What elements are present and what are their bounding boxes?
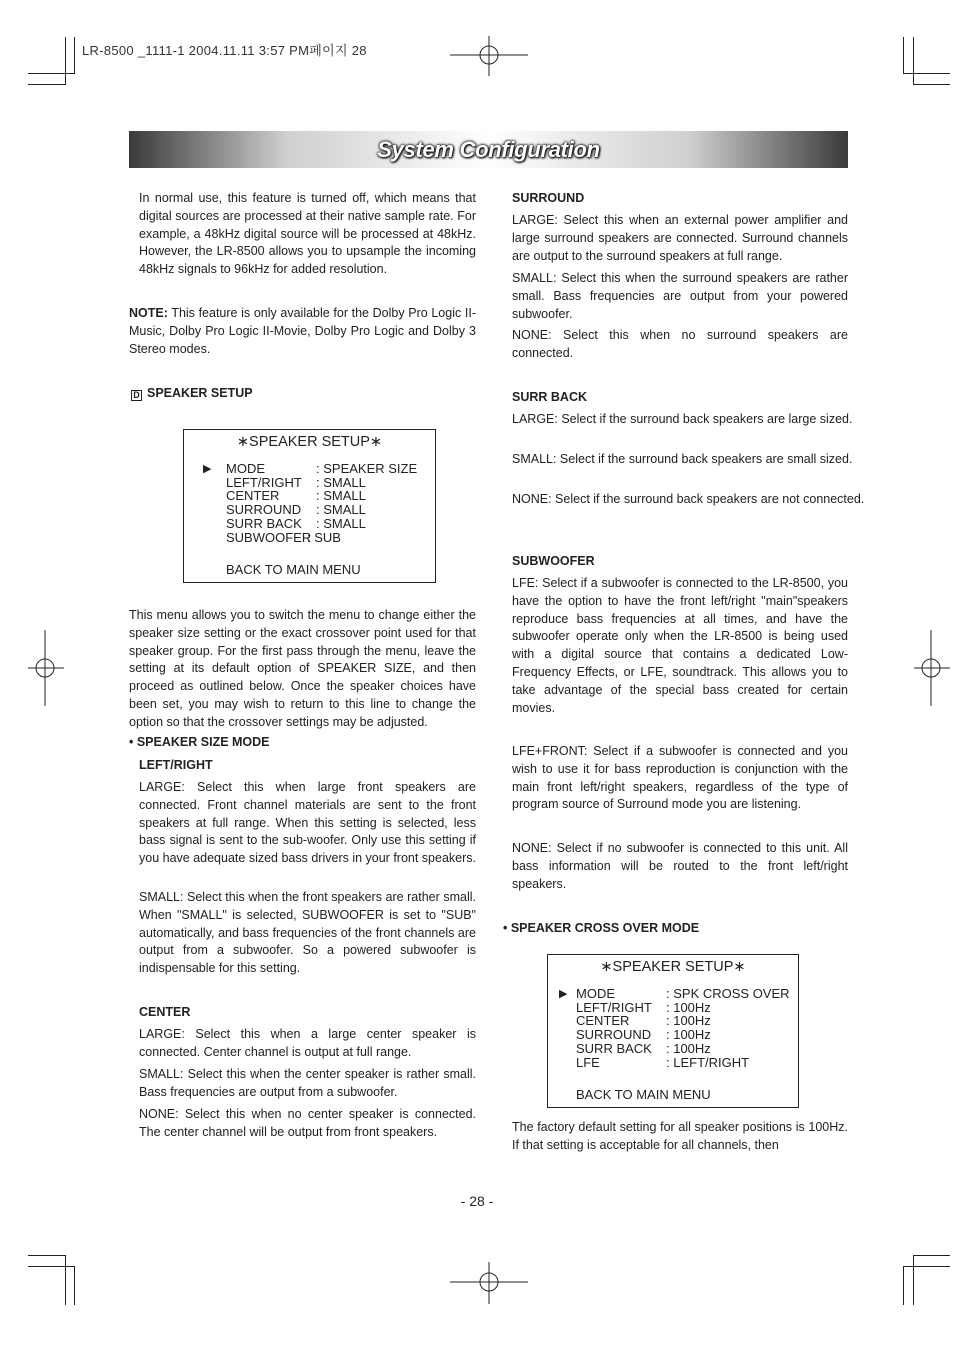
section-title-bar: [129, 131, 848, 168]
menu-cursor-icon: ▶: [559, 988, 568, 1000]
intro-paragraph: In normal use, this feature is turned off, which means that digital sources are processed at their native sample rate. For example, a 48kHz digital source will be processed at 48kHz. However, the LR-8500 allows you to upsample the incoming 48kHz signals to 96kHz for added resolution.: [139, 191, 476, 277]
cross-over-mode-heading: • SPEAKER CROSS OVER MODE: [503, 921, 700, 935]
menu-row: MODE : SPK CROSS OVER: [576, 986, 790, 1001]
speaker-setup-heading-text: SPEAKER SETUP: [147, 386, 253, 400]
menu-row: SURR BACK : 100Hz: [576, 1040, 711, 1056]
subwoofer-heading: SUBWOOFER: [512, 554, 595, 568]
surround-large: LARGE: Select this when an external power amplifier and large surround speakers are connected. Surround channels are output to the surround speakers at full range.: [512, 213, 848, 263]
speaker-setup-heading: [131, 385, 471, 403]
menu-row: LFE : LEFT/RIGHT: [576, 1054, 750, 1070]
menu-title: ∗SPEAKER SETUP∗: [236, 434, 383, 450]
note-paragraph: [129, 305, 476, 358]
menu-row: SURROUND : SMALL: [226, 502, 366, 518]
menu-description: This menu allows you to switch the menu to change either the speaker size setting or the exact crossover point used for that speaker group. For the first pass through the menu, leave the setting at its default option of SPEAKER SIZE, and then proceed as outlined below. Once the speaker choices have been set, you may wish to return to this line to change the option so that the crossover settings may be adjusted.: [129, 608, 476, 729]
note-text: This feature is only available for the Dolby Pro Logic II-Music, Dolby Pro Logic II-Movie, Dolby Pro Logic and Dolby 3 Stereo modes.: [129, 306, 476, 356]
menu-back-item: BACK TO MAIN MENU: [226, 562, 361, 577]
menu-row: MODE : SPEAKER SIZE: [226, 461, 418, 476]
menu-title: ∗SPEAKER SETUP∗: [600, 959, 746, 975]
registration-mark-top-icon: [450, 36, 528, 76]
surr-back-none: NONE: Select if the surround back speakers are not connected.: [512, 492, 865, 506]
menu-back-item: BACK TO MAIN MENU: [576, 1087, 711, 1102]
menu-row: SURROUND : 100Hz: [576, 1027, 711, 1043]
left-right-heading: LEFT/RIGHT: [139, 758, 213, 772]
print-slug: LR-8500 _1111-1 2004.11.11 3:57 PM페이지 28: [82, 43, 367, 58]
surround-small: SMALL: Select this when the surround speakers are rather small. Bass frequencies are output from your powered subwoofer.: [512, 271, 848, 321]
left-right-small: SMALL: Select this when the front speakers are rather small. When "SMALL" is selected, SUBWOOFER is set to "SUB" automatically, and bass frequencies of the front channels are output from a subwoofer. So a powered subwoofer is indispensable for this setting.: [139, 890, 476, 976]
center-none: NONE: Select this when no center speaker is connected. The center channel will be output from front speakers.: [139, 1107, 476, 1139]
surr-back-heading: SURR BACK: [512, 390, 587, 404]
menu-row: CENTER : 100Hz: [576, 1013, 711, 1029]
speaker-size-menu-box: [183, 429, 436, 583]
subwoofer-lfe-front: LFE+FRONT: Select if a subwoofer is connected and you wish to use it for bass reproduction is conjunction with the main front left/right speakers, regardless of the type of program source of Surround mode you are listening.: [512, 744, 848, 812]
surr-back-small: SMALL: Select if the surround back speakers are small sized.: [512, 452, 853, 466]
menu-row: CENTER : SMALL: [226, 488, 366, 504]
menu-cursor-icon: ▶: [203, 463, 212, 475]
left-right-large: LARGE: Select this when large front speakers are connected. Front channel materials are sent to the front speakers at full range. When this setting is selected, less bass signal is sent to the sub-woofer. Only use this setting if you have adequate sized bass drivers in your front speakers.: [139, 780, 476, 866]
page-number: - 28 -: [460, 1193, 494, 1209]
menu-d-icon: D: [131, 390, 142, 401]
surr-back-large: LARGE: Select if the surround back speakers are large sized.: [512, 412, 853, 426]
registration-mark-right-icon: [914, 630, 950, 706]
menu-row: LEFT/RIGHT : 100Hz: [576, 999, 711, 1015]
menu-rows: [576, 987, 790, 1069]
speaker-size-mode-heading: • SPEAKER SIZE MODE: [129, 735, 270, 749]
menu-rows: [226, 462, 417, 544]
crossover-menu-box: [547, 954, 799, 1108]
surround-heading: SURROUND: [512, 191, 585, 205]
menu-row: LEFT/RIGHT : SMALL: [226, 474, 366, 490]
center-heading: CENTER: [139, 1005, 191, 1019]
surround-none: NONE: Select this when no surround speakers are connected.: [512, 328, 848, 360]
note-label: NOTE:: [129, 306, 168, 320]
registration-mark-left-icon: [28, 630, 64, 706]
page-title: System Configuration: [377, 136, 600, 162]
factory-default-paragraph: The factory default setting for all speaker positions is 100Hz. If that setting is acceptable for all channels, then: [512, 1120, 848, 1152]
menu-row: SURR BACK : SMALL: [226, 515, 366, 531]
center-large: LARGE: Select this when a large center speaker is connected. Center channel is output at full range.: [139, 1027, 476, 1059]
subwoofer-none: NONE: Select if no subwoofer is connected to this unit. All bass information will be routed to the front left/right speakers.: [512, 841, 848, 891]
registration-mark-bottom-icon: [450, 1262, 528, 1304]
subwoofer-lfe: LFE: Select if a subwoofer is connected to the LR-8500, you have the option to have the front left/right "main"speakers reproduce bass frequencies at all times, and have the subwoofer operate only when the LR-8500 is being used with a digital source that contains a dedicated Low-Frequency Effects, or LFE, soundtrack. This allows you to take advantage of the special bass created for certain movies.: [512, 576, 848, 715]
center-small: SMALL: Select this when the center speaker is rather small. Bass frequencies are output from a subwoofer.: [139, 1067, 476, 1099]
menu-row: SUBWOOFER : SUB: [226, 529, 341, 545]
